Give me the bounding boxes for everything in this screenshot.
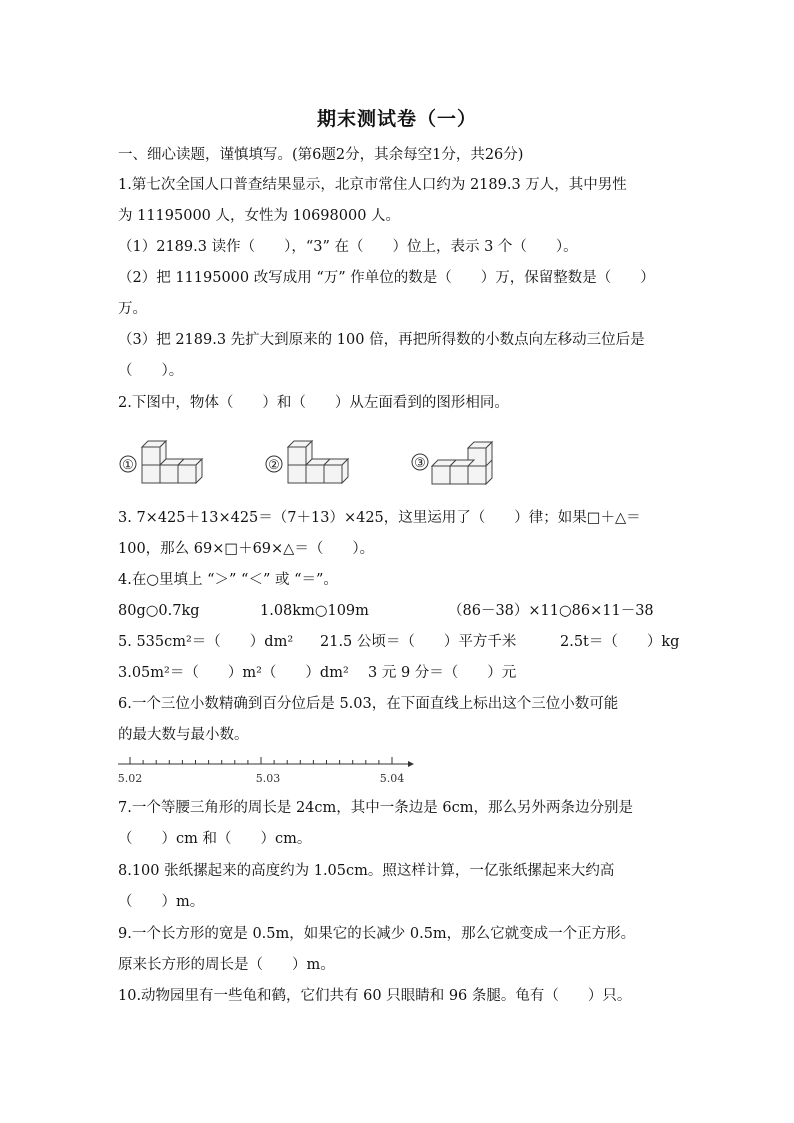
q3-line2: 100，那么 69×□＋69×△＝（ ）。 <box>118 541 375 557</box>
q3-line1: 3. 7×425＋13×425＝（7＋13）×425，这里运用了（ ）律；如果□＋△＝ <box>118 510 641 526</box>
q7-line2: （ ）cm 和（ ）cm。 <box>118 831 312 847</box>
q9-line2: 原来长方形的周长是（ ）m。 <box>118 957 335 973</box>
q1-sub3-line1: （3）把 2189.3 先扩大到原来的 100 倍，再把所得数的小数点向左移动三位后是 <box>118 332 645 348</box>
q5-item-c: 2.5t＝（ ）kg <box>560 634 680 650</box>
number-line-arrow <box>408 761 414 767</box>
q7-line1: 7.一个等腰三角形的周长是 24cm，其中一条边是 6cm，那么另外两条边分别是 <box>118 800 633 816</box>
tick-label-5-04: 5.04 <box>379 772 405 785</box>
page-title: 期末测试卷（一） <box>316 108 477 130</box>
tick-label-5-03: 5.03 <box>255 772 281 785</box>
figure-label-2: ② <box>268 458 280 473</box>
q5-item-b: 21.5 公顷＝（ ）平方千米 <box>320 634 517 650</box>
q1-line1: 1.第七次全国人口普查结果显示，北京市常住人口约为 2189.3 万人，其中男性 <box>118 177 627 193</box>
tick-label-5-02: 5.02 <box>118 772 143 785</box>
q1-sub1: （1）2189.3 读作（ ），“3” 在（ ）位上，表示 3 个（ ）。 <box>118 239 578 255</box>
q4-item-b: 1.08km○109m <box>260 603 369 619</box>
q10-text: 10.动物园里有一些龟和鹤，它们共有 60 只眼睛和 96 条腿。龟有（ ）只。 <box>118 988 632 1004</box>
q4-item-a: 80g○0.7kg <box>118 603 200 619</box>
q9-line1: 9.一个长方形的宽是 0.5m，如果它的长减少 0.5m，那么它就变成一个正方形。 <box>118 926 636 942</box>
cube-figure-3 <box>410 432 510 496</box>
q8-line2: （ ）m。 <box>118 894 205 910</box>
q1-sub2-line1: （2）把 11195000 改写成用 “万” 作单位的数是（ ）万，保留整数是（ ） <box>118 270 655 286</box>
q5-item-d: 3.05m²＝（ ）m²（ ）dm² <box>118 665 349 681</box>
q4-text: 4.在○里填上 “＞” “＜” 或 “＝”。 <box>118 572 338 588</box>
figure-label-3: ③ <box>414 456 426 471</box>
q1-line2: 为 11195000 人，女性为 10698000 人。 <box>118 208 401 224</box>
q2-text: 2.下图中，物体（ ）和（ ）从左面看到的图形相同。 <box>118 395 509 411</box>
cube-figure-2 <box>264 438 364 494</box>
q5-item-e: 3 元 9 分＝（ ）元 <box>368 665 517 681</box>
q8-line1: 8.100 张纸摞起来的高度约为 1.05cm。照这样计算，一亿张纸摞起来大约高 <box>118 863 615 879</box>
q5-item-a: 5. 535cm²＝（ ）dm² <box>118 634 294 650</box>
q1-sub2-line2: 万。 <box>118 301 147 317</box>
cube-figure-1 <box>118 438 218 494</box>
q6-line2: 的最大数与最小数。 <box>118 727 249 743</box>
q1-sub3-line2: （ ）。 <box>118 363 184 379</box>
q6-line1: 6.一个三位小数精确到百分位后是 5.03，在下面直线上标出这个三位小数可能 <box>118 696 619 712</box>
section-heading: 一、细心读题，谨慎填写。(第6题2分，其余每空1分，共26分) <box>118 147 524 163</box>
figure-label-1: ① <box>122 458 134 473</box>
q4-item-c: （86－38）×11○86×11－38 <box>448 603 654 619</box>
number-line <box>118 752 418 790</box>
